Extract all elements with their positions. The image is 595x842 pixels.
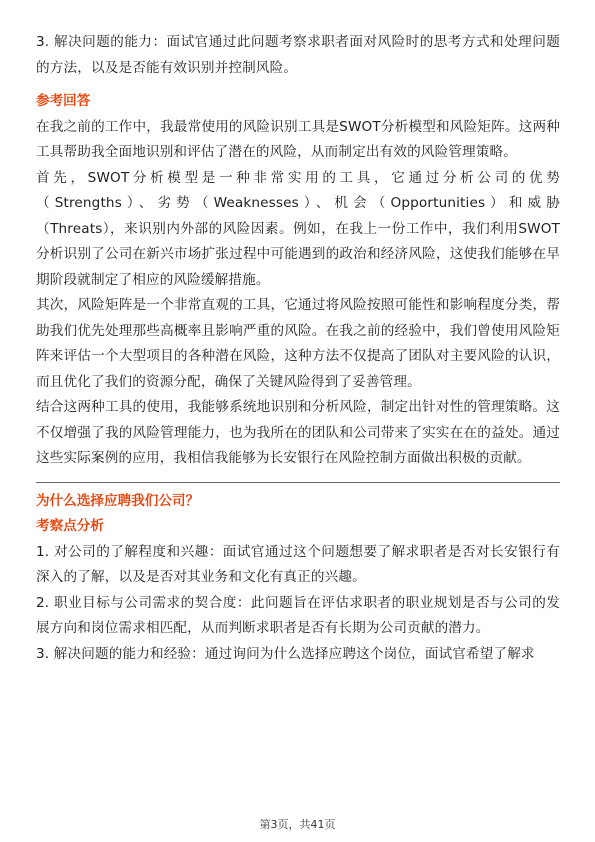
analysis-point-1: 1. 对公司的了解程度和兴趣：面试官通过这个问题想要了解求职者是否对长安银行有深入的了解，以及是否对其业务和文化有真正的兴趣。 <box>36 543 560 585</box>
reference-answer-heading: 参考回答 <box>36 93 91 109</box>
section-divider <box>36 482 560 483</box>
question-heading: 为什么选择应聘我们公司？ <box>36 492 200 509</box>
answer-paragraph: 其次，风险矩阵是一个非常直观的工具，它通过将风险按照可能性和影响程度分类，帮助我们优先处理那些高概率且影响严重的风险。在我之前的经验中，我们曾使用风险矩阵来评估一个大型项目的各种潜在风险，这种方法不仅提高了团队对主要风险的认识，而且优化了我们的资源分配，确保了关键风险得到了妥善管理。 <box>36 297 560 390</box>
analysis-point-3: 3. 解决问题的能力和经验：通过询问为什么选择应聘这个岗位，面试官希望了解求 <box>36 645 535 662</box>
analysis-point-2: 2. 职业目标与公司需求的契合度：此问题旨在评估求职者的职业规划是否与公司的发展方向和岗位需求相匹配，从而判断求职者是否有长期为公司贡献的潜力。 <box>36 594 560 636</box>
answer-paragraph: 首先，SWOT分析模型是一种非常实用的工具，它通过分析公司的优势（Strengths）、劣势（Weaknesses）、机会（Opportunities）和威胁（Threats），来识别内外部的风险因素。例如，在我上一份工作中，我们利用SWOT分析识别了公司在新兴市场扩张过程中可能遇到的政治和经济风险，这使我们能够在早期阶段就制定了相应的风险缓解措施。 <box>36 169 560 288</box>
analysis-heading: 考察点分析 <box>36 518 104 534</box>
analysis-point-3: 3. 解决问题的能力：面试官通过此问题考察求职者面对风险时的思考方式和处理问题的方法，以及是否能有效识别并控制风险。 <box>36 34 560 76</box>
answer-paragraph: 结合这两种工具的使用，我能够系统地识别和分析风险，制定出针对性的管理策略。这不仅增强了我的风险管理能力，也为我所在的团队和公司带来了实实在在的益处。通过这些实际案例的应用，我相信我能够为长安银行在风险控制方面做出积极的贡献。 <box>36 399 560 466</box>
page-number-footer: 第3页，共41页 <box>259 818 336 831</box>
document-page <box>36 30 560 667</box>
answer-paragraph: 在我之前的工作中，我最常使用的风险识别工具是SWOT分析模型和风险矩阵。这两种工具帮助我全面地识别和评估了潜在的风险，从而制定出有效的风险管理策略。 <box>36 118 560 160</box>
